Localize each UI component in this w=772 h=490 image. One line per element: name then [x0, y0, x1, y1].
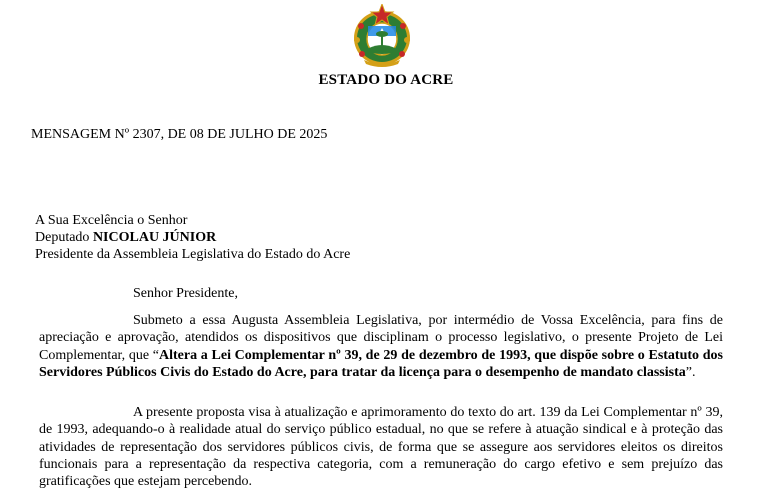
paragraph-1 — [39, 312, 723, 381]
addressee-title: Deputado — [35, 230, 93, 245]
paragraph-1-end: ”. — [685, 364, 696, 380]
salutation: Senhor Presidente, — [133, 286, 238, 301]
state-title: ESTADO DO ACRE — [318, 72, 454, 88]
addressee-line-2 — [35, 229, 350, 246]
paragraph-2: A presente proposta visa à atualização e aprimoramento do texto do art. 139 da Lei Complementar nº 39, de 1993, adequando-o à realidade atual do serviço público estadual, no que se refere à atuação sindical e à proteção das atividades de representação dos servidores públicos civis, de forma que se assegure aos servidores eleitos os direitos funcionais para a representação da respectiva categoria, com a remuneração do cargo efetivo e sem prejuízo das gratificações que estejam percebendo. — [39, 405, 723, 490]
paragraph-1-start: Submeto a essa Augusta Assembleia Legislativa, por intermédio de Vossa Excelência, para fins de apreciação e aprovação, atendidos os dispositivos que disciplinam o processo legislativo, o presente Projeto de Lei Complementar, que “ — [39, 313, 723, 363]
addressee-name: NICOLAU JÚNIOR — [92, 230, 217, 245]
addressee-line-1: A Sua Excelência o Senhor — [35, 213, 188, 228]
acre-coat-of-arms-icon — [348, 4, 416, 68]
message-title: MENSAGEM Nº 2307, DE 08 DE JULHO DE 2025 — [31, 127, 328, 142]
paragraph-1-bill-title: Altera a Lei Complementar nº 39, de 29 de dezembro de 1993, que dispõe sobre o Estatuto dos Servidores Públicos Civis do Estado do Acre, para tratar da licença para o desempenho de mandato classista — [39, 347, 723, 380]
addressee-line-3: Presidente da Assembleia Legislativa do Estado do Acre — [35, 247, 351, 262]
addressee-block — [35, 212, 350, 263]
